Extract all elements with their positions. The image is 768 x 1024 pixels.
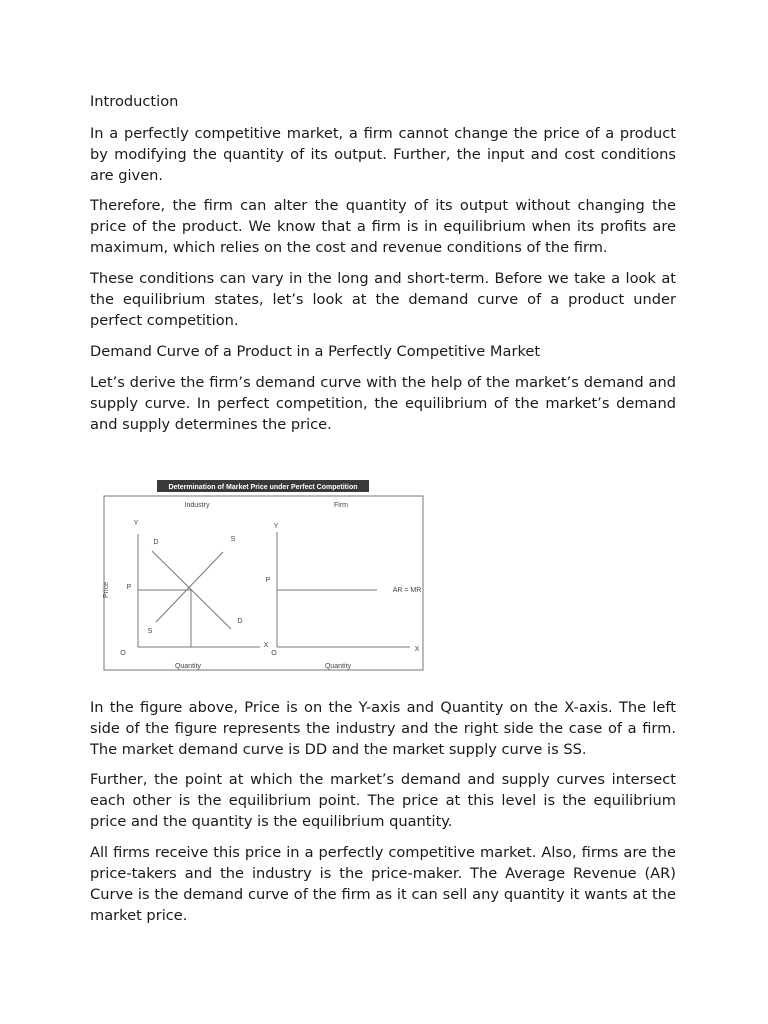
firm-quantity-label: Quantity [324,663,352,670]
firm-price-label: P [265,577,271,584]
demand-top-label: D [153,539,159,546]
supply-top-label: S [230,536,236,543]
paragraph-1: In a perfectly competitive market, a firm cannot change the price of a product by modifying the quantity of its output. Further, the input and cost conditions are given. [90,125,676,184]
paragraph-4: Let’s derive the firm’s demand curve with the help of the market’s demand and supply curve. In perfect competition, the equilibrium of the market’s demand and supply determines the price. [90,374,676,433]
industry-x-label: X [263,642,269,649]
section-heading: Demand Curve of a Product in a Perfectly Competitive Market [90,343,541,360]
industry-y-label: Y [133,520,139,527]
ar-mr-label: AR = MR [392,587,422,594]
industry-quantity-label: Quantity [174,663,202,670]
introduction-heading: Introduction [90,93,179,110]
supply-bottom-label: S [147,628,153,635]
paragraph-5: In the figure above, Price is on the Y-axis and Quantity on the X-axis. The left side of the figure represents the industry and the right side the case of a firm. The market demand curve is DD and the market supply curve is SS. [90,699,676,758]
figure-title: Determination of Market Price under Perfect Competition [168,484,358,491]
industry-label: Industry [184,502,210,509]
paragraph-7: All firms receive this price in a perfectly competitive market. Also, firms are the price-takers and the industry is the price-maker. The Average Revenue (AR) Curve is the demand curve of the firm as it can sell any quantity it wants at the market price. [90,844,676,924]
price-axis-title: Price [103,582,110,598]
firm-x-label: X [414,646,420,653]
paragraph-6: Further, the point at which the market’s demand and supply curves intersect each other is the equilibrium point. The price at this level is the equilibrium price and the quantity is the equilibrium quantity. [90,771,676,830]
paragraph-2: Therefore, the firm can alter the quantity of its output without changing the price of the product. We know that a firm is in equilibrium when its profits are maximum, which relies on the cost and revenue conditions of the firm. [90,197,676,256]
industry-price-label: P [126,584,132,591]
market-price-figure [100,476,428,674]
firm-label: Firm [334,502,348,509]
firm-y-label: Y [273,523,279,530]
industry-origin-label: O [120,650,126,657]
firm-origin-label: O [271,650,277,657]
demand-bottom-label: D [237,618,243,625]
paragraph-3: These conditions can vary in the long and short-term. Before we take a look at the equilibrium states, let’s look at the demand curve of a product under perfect competition. [90,270,676,329]
